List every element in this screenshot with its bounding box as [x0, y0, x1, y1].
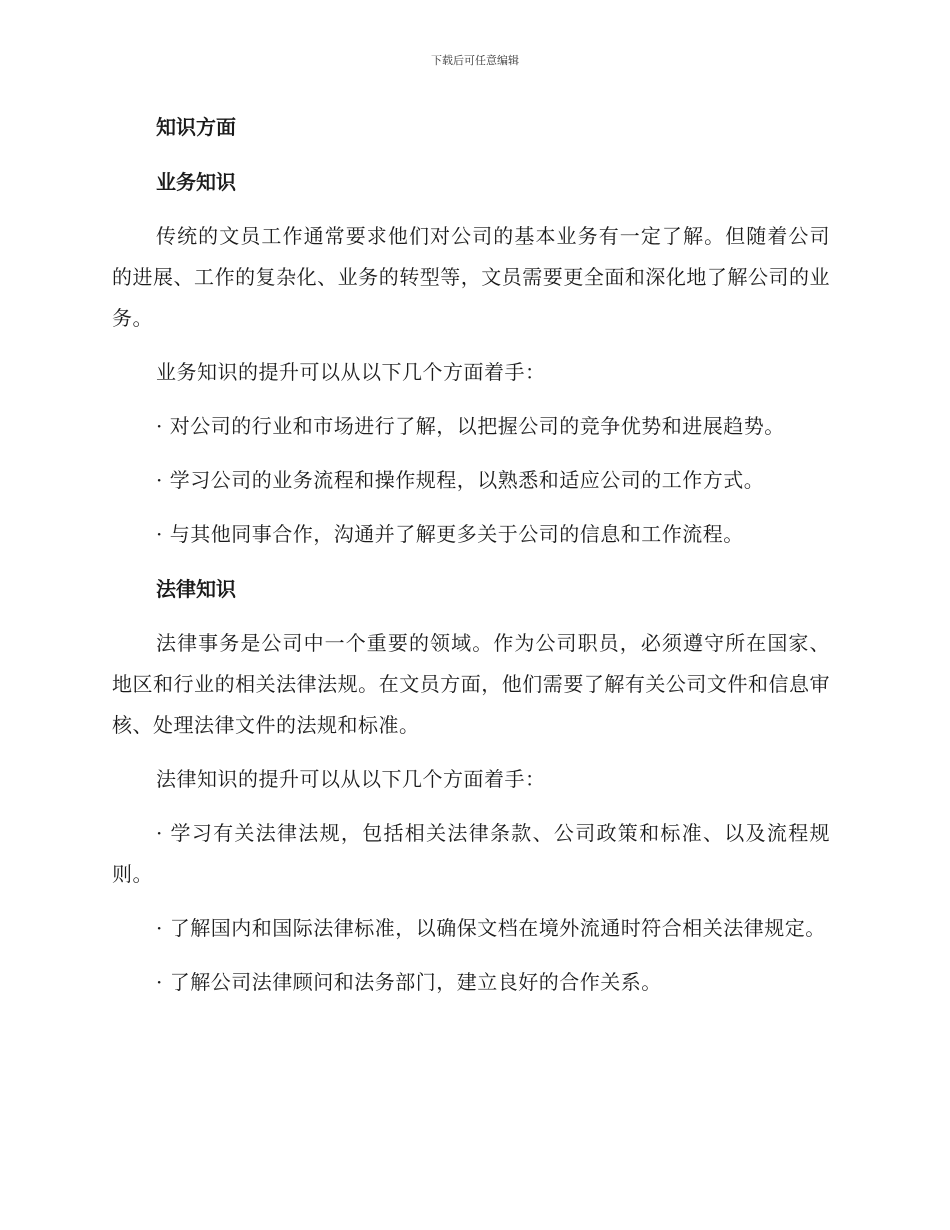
legal-bullet-item: · 了解国内和国际法律标准，以确保文档在境外流通时符合相关法律规定。 [156, 916, 826, 940]
legal-bullet-item: · 了解公司法律顾问和法务部门，建立良好的合作关系。 [156, 970, 662, 994]
legal-lead-paragraph: 法律知识的提升可以从以下几个方面着手： [156, 767, 546, 791]
subsection-heading-business: 业务知识 [156, 170, 236, 194]
business-lead-paragraph: 业务知识的提升可以从以下几个方面着手： [156, 360, 546, 384]
business-bullet-item: · 学习公司的业务流程和操作规程，以熟悉和适应公司的工作方式。 [156, 468, 765, 492]
section-heading-knowledge: 知识方面 [156, 115, 236, 139]
legal-intro-paragraph: 法律事务是公司中一个重要的领域。作为公司职员，必须遵守所在国家、地区和行业的相关法律法规。在文员方面，他们需要了解有关公司文件和信息审核、处理法律文件的法规和标准。 [112, 631, 830, 737]
subsection-heading-legal: 法律知识 [156, 577, 236, 601]
business-intro-paragraph: 传统的文员工作通常要求他们对公司的基本业务有一定了解。但随着公司的进展、工作的复杂化、业务的转型等，文员需要更全面和深化地了解公司的业务。 [112, 224, 830, 330]
document-body [112, 106, 830, 1016]
business-bullet-item: · 对公司的行业和市场进行了解，以把握公司的竞争优势和进展趋势。 [156, 414, 785, 438]
page-header: 下载后可任意编辑 [431, 54, 519, 67]
business-bullet-item: · 与其他同事合作，沟通并了解更多关于公司的信息和工作流程。 [156, 522, 744, 546]
legal-bullet-item: · 学习有关法律法规，包括相关法律条款、公司政策和标准、以及流程规则。 [112, 821, 830, 886]
